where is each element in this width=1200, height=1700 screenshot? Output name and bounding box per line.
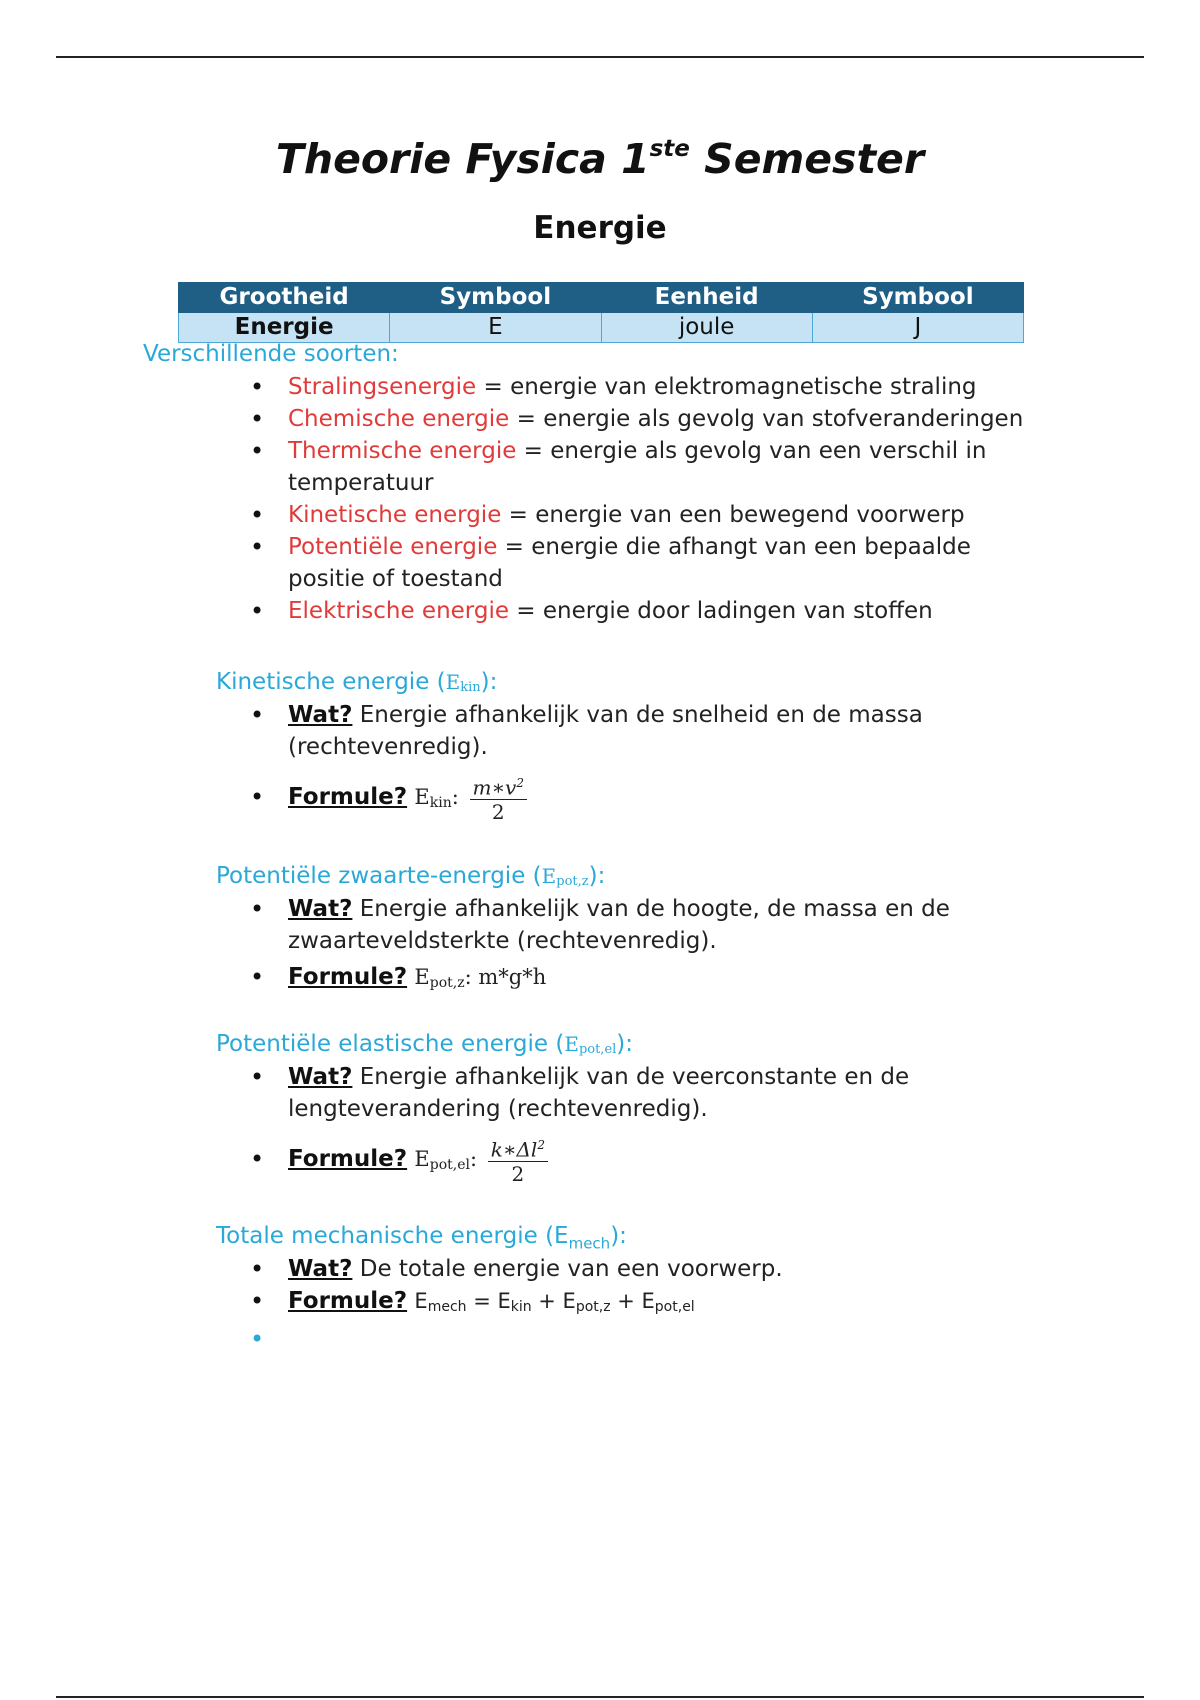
formula: $E_{kin}$: xyxy=(414,785,466,811)
formule-label: Formule? xyxy=(288,784,408,810)
term: Thermische energie xyxy=(288,438,517,464)
list-item xyxy=(250,893,1040,957)
list-item xyxy=(250,531,1040,595)
definition: = energie door ladingen van stoffen xyxy=(509,598,933,624)
soorten-heading: Verschillende soorten: xyxy=(143,341,399,367)
section-title: Energie xyxy=(533,210,667,246)
table-cell: joule xyxy=(601,313,812,343)
elastisch-heading: Potentiële elastische energie $(E_{pot,el})$: xyxy=(216,1031,634,1057)
list-item xyxy=(250,435,1040,499)
list-item xyxy=(250,1061,1040,1125)
wat-text: De totale energie van een voorwerp. xyxy=(352,1256,783,1282)
list-item xyxy=(250,595,1040,627)
definition: = energie van een bewegend voorwerp xyxy=(501,502,965,528)
wat-text: Energie afhankelijk van de veerconstante en de lengteverandering (rechtevenredig). xyxy=(288,1064,910,1122)
term: Kinetische energie xyxy=(288,502,502,528)
formule-label: Formule? xyxy=(288,1288,408,1314)
list-item xyxy=(250,1285,1040,1323)
term: Elektrische energie xyxy=(288,598,509,624)
definition: = energie als gevolg van stofveranderingen xyxy=(509,406,1024,432)
zwaarte-list xyxy=(250,893,1040,999)
kinetisch-list xyxy=(250,699,1040,831)
table-header-row xyxy=(179,283,1024,313)
table-cell: E xyxy=(390,313,601,343)
list-item xyxy=(250,1131,1040,1193)
wat-label: Wat? xyxy=(288,1064,353,1090)
formule-label: Formule? xyxy=(288,1146,408,1172)
fraction: $\frac{m∗v^2}{2}$ xyxy=(470,771,528,825)
units-table xyxy=(178,282,1024,343)
term: Chemische energie xyxy=(288,406,510,432)
kinetisch-heading: Kinetische energie $(E_{kin})$: xyxy=(216,669,498,695)
definition: = energie die afhangt van een bepaalde positie of toestand xyxy=(288,534,971,592)
list-item xyxy=(250,403,1040,435)
wat-label: Wat? xyxy=(288,1256,353,1282)
formule-label: Formule? xyxy=(288,964,408,990)
table-cell: Energie xyxy=(179,313,390,343)
list-item xyxy=(250,699,1040,763)
top-rule xyxy=(56,56,1144,58)
list-item xyxy=(250,499,1040,531)
table-cell: J xyxy=(812,313,1023,343)
table-header: Eenheid xyxy=(601,283,812,313)
mechanisch-list xyxy=(250,1253,1040,1355)
document-title: Theorie Fysica 1ste Semester xyxy=(275,135,925,183)
mechanisch-heading: Totale mechanische energie $(E_{mech})$: xyxy=(216,1223,627,1253)
wat-label: Wat? xyxy=(288,896,353,922)
fraction: $\frac{k∗\Delta l^2}{2}$ xyxy=(488,1133,548,1187)
wat-text: Energie afhankelijk van de snelheid en de massa (rechtevenredig). xyxy=(288,702,923,760)
formula: $E_{pot,z}$: m*g*h xyxy=(414,965,547,991)
table-row xyxy=(179,313,1024,343)
term: Stralingsenergie xyxy=(288,374,477,400)
wat-label: Wat? xyxy=(288,702,353,728)
definition: = energie als gevolg van een verschil in temperatuur xyxy=(288,438,987,496)
zwaarte-heading: Potentiële zwaarte-energie $(E_{pot,z})$: xyxy=(216,863,606,889)
wat-text: Energie afhankelijk van de hoogte, de massa en de zwaarteveldsterkte (rechtevenredig). xyxy=(288,896,950,954)
table-header: Grootheid xyxy=(179,283,390,313)
formula: $E_{mech} = E_{kin} + E_{pot,z} + E_{pot,el}$ xyxy=(414,1289,695,1315)
list-item xyxy=(250,371,1040,403)
elastisch-list xyxy=(250,1061,1040,1193)
bottom-rule xyxy=(56,1696,1144,1698)
term: Potentiële energie xyxy=(288,534,498,560)
table-header: Symbool xyxy=(390,283,601,313)
soorten-list xyxy=(250,371,1040,627)
list-item xyxy=(250,1253,1040,1285)
list-item xyxy=(250,961,1040,999)
definition: = energie van elektromagnetische straling xyxy=(476,374,977,400)
formula: $E_{pot,el}$: xyxy=(414,1147,484,1173)
table-header: Symbool xyxy=(812,283,1023,313)
empty-list-item xyxy=(250,1323,1040,1355)
list-item xyxy=(250,769,1040,831)
